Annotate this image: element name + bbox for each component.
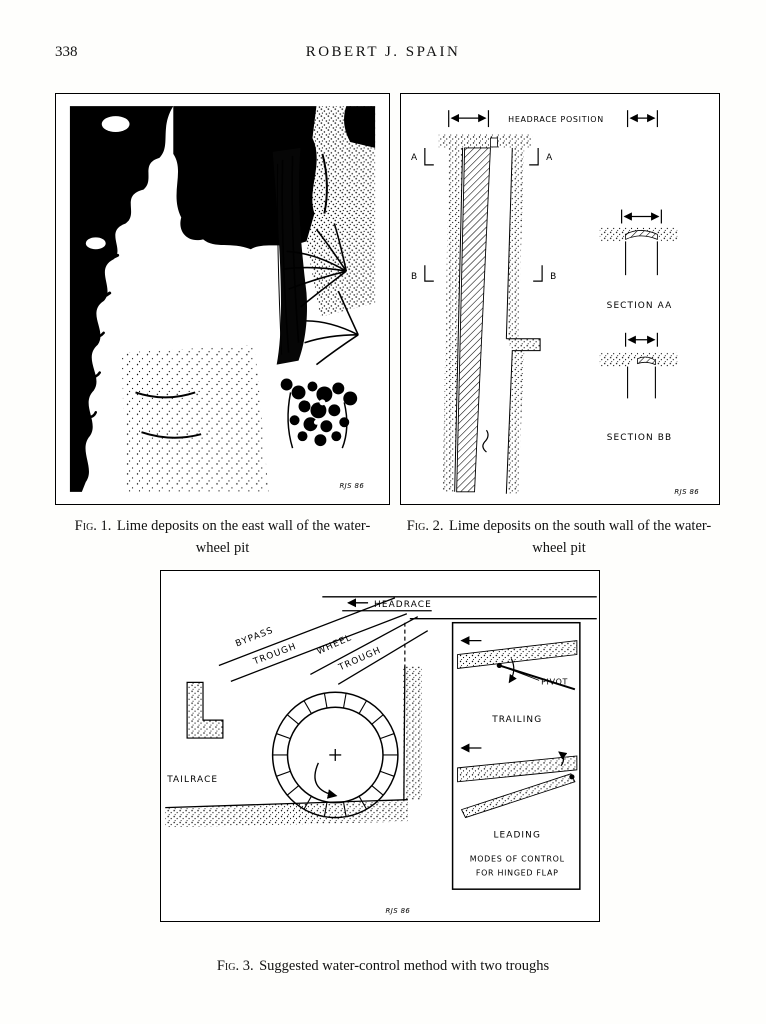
fig1-caption-label: Fig. 1. — [74, 518, 112, 534]
fig2-caption-line2: wheel pit — [532, 539, 586, 556]
foreground-texture — [122, 345, 269, 492]
right-dimension — [628, 110, 658, 127]
modes-caption-line2: FOR HINGED FLAP — [475, 868, 559, 878]
leading-label: LEADING — [493, 830, 541, 841]
foliage-cluster — [281, 379, 358, 449]
fig3-caption-label: Fig. 3. — [216, 958, 254, 974]
section-a-right-label: A — [546, 152, 554, 163]
rotation-arrow — [315, 763, 336, 796]
section-a-left-label: A — [410, 152, 419, 163]
creature-sketch — [483, 430, 488, 452]
running-head: ROBERT J. SPAIN — [305, 44, 461, 60]
masonry-left-pier — [187, 682, 223, 738]
modes-caption-line1: MODES OF CONTROL — [469, 854, 565, 864]
figure-2-box — [400, 93, 720, 505]
figure-1-box — [55, 93, 390, 505]
section-b-left-label: B — [410, 272, 419, 283]
headrace-position-label: HEADRACE POSITION — [508, 115, 604, 125]
wheel-axle-cross — [329, 749, 341, 761]
section-aa-profile — [600, 210, 678, 276]
trailing-label: TRAILING — [492, 715, 543, 726]
fig2-caption-label: Fig. 2. — [406, 518, 444, 534]
fig1-caption-line2: wheel pit — [195, 539, 250, 556]
section-b-right-label: B — [550, 272, 558, 283]
section-aa-label: SECTION AA — [606, 300, 673, 311]
figure-1-caption — [55, 516, 390, 560]
fig3-signature: RJS 86 — [385, 907, 411, 916]
wheel-trough-label: TROUGH — [337, 645, 383, 674]
figure-2-caption — [398, 516, 720, 560]
fig1-signature: RJS 86 — [339, 481, 365, 490]
stippled-wall-right — [306, 106, 375, 317]
headrace-dimension — [449, 110, 489, 127]
pivot-label: PIVOT — [541, 677, 569, 687]
masonry-walls — [165, 666, 422, 827]
fig3-caption-line1: Suggested water-control method with two troughs — [259, 958, 550, 974]
figure-3-caption — [0, 956, 766, 978]
fig2-signature: RJS 86 — [674, 487, 700, 496]
water-wheel — [273, 692, 398, 817]
headrace-label: HEADRACE — [374, 599, 432, 610]
bypass-label: BYPASS — [234, 625, 276, 650]
wall-plan — [439, 134, 540, 494]
fig2-caption-line1: Lime deposits on the south wall of the water- — [448, 518, 712, 534]
figure-1-drawing — [56, 94, 389, 504]
wheel-label: WHEEL — [315, 632, 354, 658]
section-bb-profile — [600, 333, 678, 399]
headrace-channel — [322, 597, 596, 619]
bypass-trough-label: TROUGH — [252, 641, 299, 668]
page-number: 338 — [55, 44, 78, 60]
figure-2-drawing — [401, 94, 719, 504]
flap-modes-inset — [453, 623, 580, 889]
tailrace-label: TAILRACE — [167, 774, 219, 785]
figure-3-box — [160, 570, 600, 922]
section-bb-label: SECTION BB — [606, 433, 673, 444]
fig1-caption-line1: Lime deposits on the east wall of the water- — [116, 518, 371, 534]
figure-3-drawing — [161, 571, 599, 921]
